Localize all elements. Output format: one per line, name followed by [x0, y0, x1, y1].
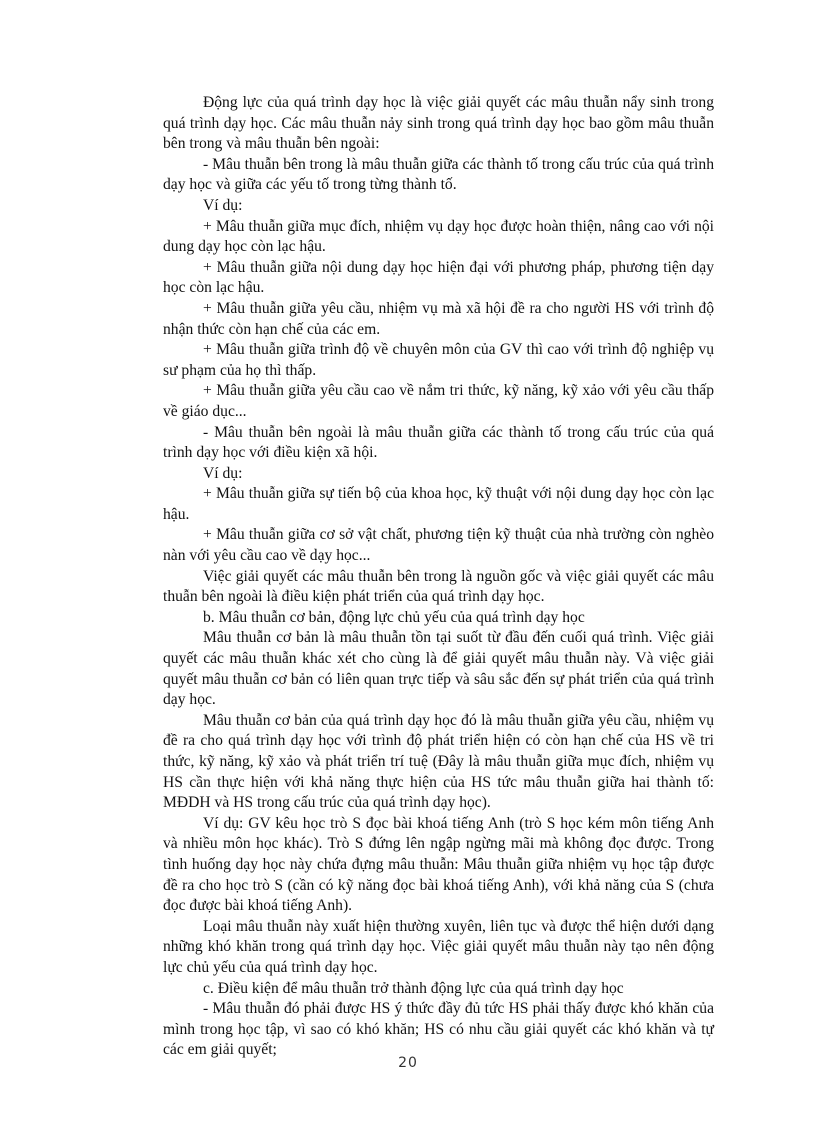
paragraph-example-label: Ví dụ: — [203, 464, 243, 482]
paragraph-example-label: Ví dụ: — [203, 196, 243, 214]
paragraph-summary: Việc giải quyết các mâu thuẫn bên trong là nguồn gốc và việc giải quyết các mâu thuẫn bên ngoài là điều kiện phát triển của quá trình dạy học. — [163, 567, 714, 606]
paragraph-example-item: + Mâu thuẫn giữa sự tiến bộ của khoa học, kỹ thuật với nội dung dạy học còn lạc hậu. — [163, 485, 714, 523]
paragraph-basic-contradiction: Mâu thuẫn cơ bản là mâu thuẫn tồn tại suốt từ đầu đến cuối quá trình. Việc giải quyết các mâu thuẫn khác xét cho cùng là để giải quyết mâu thuẫn này. Và việc giải quyết mâu thuẫn cơ bản có liên quan trực tiếp và sâu sắc đến sự phát triển của quá trình dạy học. — [163, 629, 714, 709]
paragraph-example: Ví dụ: GV kêu học trò S đọc bài khoá tiếng Anh (trò S học kém môn tiếng Anh và nhiều môn học khác). Trò S đứng lên ngập ngừng mãi mà không đọc được. Trong tình huống dạy học này chứa đựng mâu thuẫn: Mâu thuẫn giữa nhiệm vụ học tập được đề ra cho học trò S (cần có kỹ năng đọc bài khoá tiếng Anh), với khả năng của S (chưa đọc được bài khoá tiếng Anh). — [163, 814, 714, 915]
paragraph-condition: - Mâu thuẫn đó phải được HS ý thức đầy đủ tức HS phải thấy được khó khăn của mình trong học tập, vì sao có khó khăn; HS có nhu cầu giải quyết các khó khăn và tự các em giải quyết; — [163, 1000, 714, 1059]
paragraph-external-contradiction: - Mâu thuẫn bên ngoài là mâu thuẫn giữa các thành tố trong cấu trúc của quá trình dạy học với điều kiện xã hội. — [163, 423, 714, 462]
paragraph-example-item: + Mâu thuẫn giữa nội dung dạy học hiện đại với phương pháp, phương tiện dạy học còn lạc hậu. — [163, 258, 714, 297]
paragraph-intro: Động lực của quá trình dạy học là việc giải quyết các mâu thuẫn nẩy sinh trong quá trình dạy học. Các mâu thuẫn nảy sinh trong quá trình dạy học bao gồm mâu thuẫn bên trong và mâu thuẫn bên ngoài: — [163, 94, 714, 153]
page-number: 20 — [398, 1055, 418, 1071]
section-heading-c: c. Điều kiện để mâu thuẫn trở thành động lực của quá trình dạy học — [203, 979, 624, 997]
paragraph-basic-contradiction-detail: Mâu thuẫn cơ bản của quá trình dạy học đó là mâu thuẫn giữa yêu cầu, nhiệm vụ đề ra cho quá trình dạy học với trình độ phát triển hiện có còn hạn chế của HS về tri thức, kỹ năng, kỹ xảo và phát triển trí tuệ (Đây là mâu thuẫn giữa mục đích, nhiệm vụ HS cần thực hiện với khả năng thực hiện của HS tức mâu thuẫn giữa hai thành tố: MĐDH và HS trong cấu trúc của quá trình dạy học). — [163, 711, 714, 812]
document-body — [163, 93, 714, 1061]
paragraph-example-item: + Mâu thuẫn giữa yêu cầu, nhiệm vụ mà xã hội đề ra cho người HS với trình độ nhận thức còn hạn chế của các em. — [163, 299, 714, 338]
paragraph-internal-contradiction: - Mâu thuẫn bên trong là mâu thuẫn giữa các thành tố trong cấu trúc của quá trình dạy học và giữa các yếu tố trong từng thành tố. — [163, 155, 714, 194]
paragraph-example-item: + Mâu thuẫn giữa trình độ về chuyên môn của GV thì cao với trình độ nghiệp vụ sư phạm của họ thì thấp. — [163, 341, 714, 379]
paragraph-contradiction-type: Loại mâu thuẫn này xuất hiện thường xuyên, liên tục và được thể hiện dưới dạng những khó khăn trong quá trình dạy học. Việc giải quyết mâu thuẫn này tạo nên động lực chủ yếu của quá trình dạy học. — [163, 917, 714, 976]
section-heading-b: b. Mâu thuẫn cơ bản, động lực chủ yếu của quá trình dạy học — [203, 608, 585, 626]
paragraph-example-item: + Mâu thuẫn giữa cơ sở vật chất, phương tiện kỹ thuật của nhà trường còn nghèo nàn với yêu cầu cao về dạy học... — [163, 526, 714, 565]
paragraph-example-item: + Mâu thuẫn giữa yêu cầu cao về nắm tri thức, kỹ năng, kỹ xảo với yêu cầu thấp về giáo dục... — [163, 382, 714, 420]
paragraph-example-item: + Mâu thuẫn giữa mục đích, nhiệm vụ dạy học được hoàn thiện, nâng cao với nội dung dạy học còn lạc hậu. — [163, 217, 714, 256]
